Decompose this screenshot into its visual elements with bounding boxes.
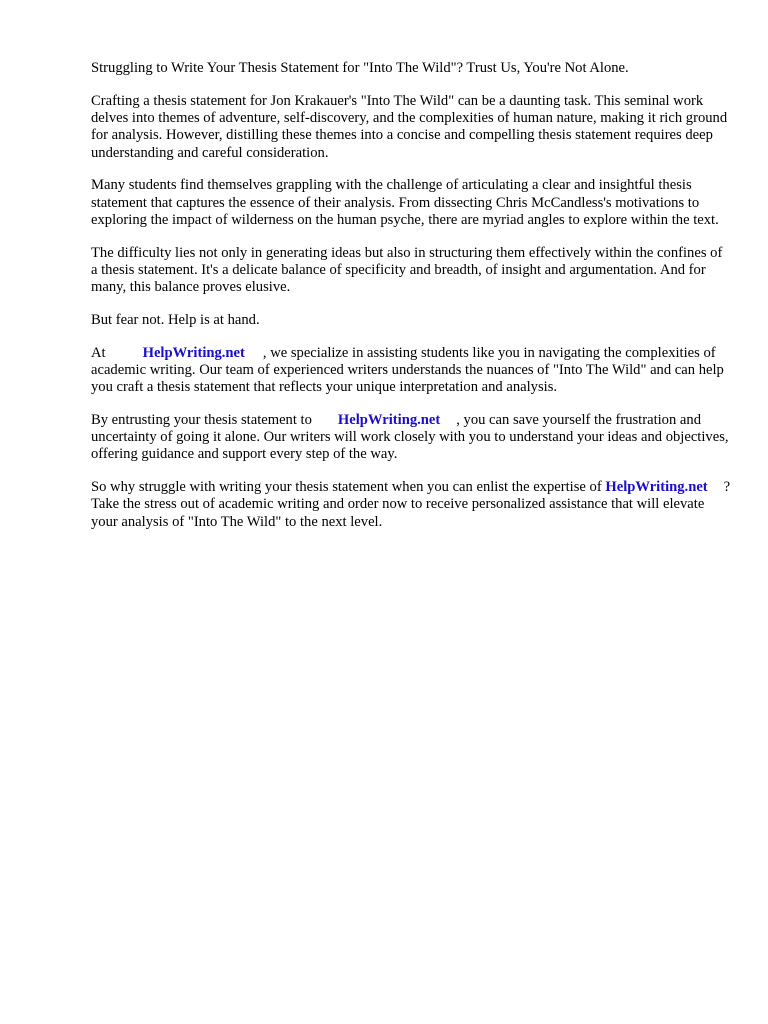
paragraph-why-struggle [91, 479, 731, 531]
paragraph-specialize-after: , we specialize in assisting students like you in navigating the complexities of academic writing. Our team of experienced writers understands the nuances of "Into The Wild" and can help you craft a thesis statement that reflects your unique interpretation and analysis. [91, 344, 724, 396]
paragraph-specialize-before: At [91, 344, 106, 361]
paragraph-difficulty: The difficulty lies not only in generating ideas but also in structuring them effectively within the confines of a thesis statement. It's a delicate balance of specificity and breadth, of insight and argumentation. And for many, this balance proves elusive. [91, 244, 723, 296]
paragraph-entrusting [91, 412, 731, 464]
document-page [91, 60, 731, 546]
helpwriting-link-1[interactable]: HelpWriting.net [142, 344, 245, 361]
paragraph-why-struggle-before: So why struggle with writing your thesis statement when you can enlist the expertise of [91, 479, 602, 496]
paragraph-specialize [91, 345, 731, 397]
title-line: Struggling to Write Your Thesis Statement for "Into The Wild"? Trust Us, You're Not Alone. [91, 60, 629, 76]
paragraph-entrusting-after: , you can save yourself the frustration and uncertainty of going it alone. Our writers will work closely with you to understand your ideas and objectives, offering guidance and support every step of the way. [91, 411, 729, 463]
helpwriting-link-2[interactable]: HelpWriting.net [337, 411, 441, 428]
paragraph-fear-not: But fear not. Help is at hand. [91, 311, 260, 328]
paragraph-why-struggle-after: ? Take the stress out of academic writing and order now to receive personalized assistance that will elevate your analysis of "Into The Wild" to the next level. [91, 479, 731, 530]
helpwriting-link-3[interactable]: HelpWriting.net [605, 479, 708, 496]
paragraph-students: Many students find themselves grappling with the challenge of articulating a clear and insightful thesis statement that captures the essence of their analysis. From dissecting Chris McCandless's motivations to exploring the impact of wilderness on the human psyche, there are myriad angles to explore within the text. [91, 177, 719, 228]
paragraph-entrusting-before: By entrusting your thesis statement to [91, 411, 312, 428]
paragraph-intro: Crafting a thesis statement for Jon Krakauer's "Into The Wild" can be a daunting task. This seminal work delves into themes of adventure, self-discovery, and the complexities of human nature, making it rich ground for analysis. However, distilling these themes into a concise and compelling thesis statement requires deep understanding and careful consideration. [91, 92, 728, 161]
